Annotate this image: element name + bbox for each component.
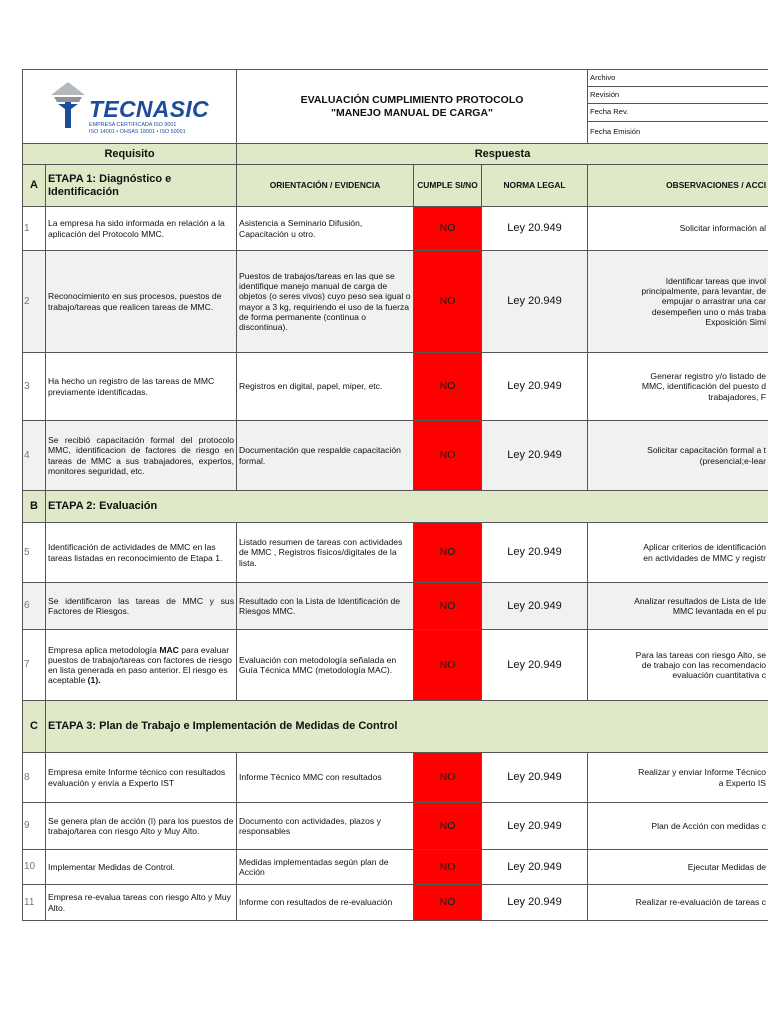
evidence-text: Documentación que respalde capacitación formal. xyxy=(237,421,414,491)
observaciones-header: OBSERVACIONES / ACCI xyxy=(588,165,768,207)
requirement-text: Empresa re-evalua tareas con riesgo Alto y Muy Alto. xyxy=(46,885,237,921)
compliance-cell[interactable]: NO xyxy=(414,753,482,803)
compliance-cell[interactable]: NO xyxy=(414,523,482,583)
row-number: 11 xyxy=(23,885,46,921)
cumple-header: CUMPLE SI/NO xyxy=(414,165,482,207)
evidence-text: Informe Técnico MMC con resultados xyxy=(237,753,414,803)
compliance-cell[interactable]: NO xyxy=(414,630,482,701)
observation-text: Para las tareas con riesgo Alto, se de trabajo con las recomendacio evaluación cuantitativa c xyxy=(588,630,768,701)
compliance-cell[interactable]: NO xyxy=(414,207,482,251)
observation-text: Generar registro y/o listado de MMC, identificación del puesto d trabajadores, F xyxy=(588,353,768,421)
evidence-text: Puestos de trabajos/tareas en las que se identifique manejo manual de carga de objetos (o seres vivos) cuyo peso sea igual o mayor a 3 kg, requiriendo el uso de la fuerza de forma permanente (continua o discontinua). xyxy=(237,251,414,353)
legal-norm: Ley 20.949 xyxy=(482,803,588,850)
row-number: 4 xyxy=(23,421,46,491)
compliance-cell[interactable]: NO xyxy=(414,353,482,421)
requirement-text: Ha hecho un registro de las tareas de MMC previamente identificadas. xyxy=(46,353,237,421)
requirement-text: Se identificaron las tareas de MMC y sus Factores de Riesgos. xyxy=(46,583,237,630)
logo-name: TECNASIC xyxy=(89,96,209,122)
stage-row-c xyxy=(23,701,768,753)
meta-revision: Revisión xyxy=(588,87,768,104)
meta-archivo: Archivo xyxy=(588,70,768,87)
observation-text: Ejecutar Medidas de xyxy=(588,850,768,885)
legal-norm: Ley 20.949 xyxy=(482,850,588,885)
observation-text: Solicitar capacitación formal a t (presencial;e-lear xyxy=(588,421,768,491)
requirement-text: La empresa ha sido informada en relación a la aplicación del Protocolo MMC. xyxy=(46,207,237,251)
row-number: 3 xyxy=(23,353,46,421)
requirement-text: Empresa emite Informe técnico con resultados evaluación y envía a Experto IST xyxy=(46,753,237,803)
tecnasic-logo xyxy=(49,80,209,134)
stage-title: ETAPA 3: Plan de Trabajo e Implementación de Medidas de Control xyxy=(46,701,768,753)
table-row xyxy=(23,353,768,421)
table-row xyxy=(23,251,768,353)
observation-text: Solicitar información al xyxy=(588,207,768,251)
table-row xyxy=(23,803,768,850)
row-number: 7 xyxy=(23,630,46,701)
stage-row-b xyxy=(23,491,768,523)
req-method: MAC xyxy=(159,644,179,655)
table-row xyxy=(23,753,768,803)
evidence-text: Listado resumen de tareas con actividades de MMC , Registros físicos/digitales de la lista. xyxy=(237,523,414,583)
stage-title: ETAPA 1: Diagnóstico e Identificación xyxy=(46,165,237,207)
stage-title: ETAPA 2: Evaluación xyxy=(46,491,768,523)
table-row xyxy=(23,421,768,491)
requirement-text: Identificación de actividades de MMC en las tareas listadas en reconocimiento de Etapa 1. xyxy=(46,523,237,583)
legal-norm: Ley 20.949 xyxy=(482,523,588,583)
row-number: 2 xyxy=(23,251,46,353)
compliance-cell[interactable]: NO xyxy=(414,583,482,630)
table-row xyxy=(23,583,768,630)
row-number: 10 xyxy=(23,850,46,885)
protocol-sheet xyxy=(22,69,768,921)
document-title xyxy=(237,70,588,144)
observation-text: Identificar tareas que invol principalmente, para levantar, de empujar o arrastrar una car desempeñen uno o más traba Exposición Simi xyxy=(588,251,768,353)
compliance-cell[interactable]: NO xyxy=(414,251,482,353)
evidence-text: Registros en digital, papel, miper, etc. xyxy=(237,353,414,421)
compliance-cell[interactable]: NO xyxy=(414,421,482,491)
evidence-text: Medidas implementadas según plan de Acción xyxy=(237,850,414,885)
observation-text: Plan de Acción con medidas c xyxy=(588,803,768,850)
requirement-text: Implementar Medidas de Control. xyxy=(46,850,237,885)
evaluation-table xyxy=(22,69,768,921)
legal-norm: Ley 20.949 xyxy=(482,630,588,701)
compliance-cell[interactable]: NO xyxy=(414,850,482,885)
observation-text: Analizar resultados de Lista de Ide MMC levantada en el pu xyxy=(588,583,768,630)
row-number: 8 xyxy=(23,753,46,803)
title-line-1: EVALUACIÓN CUMPLIMIENTO PROTOCOLO xyxy=(300,93,524,106)
stage-letter: C xyxy=(23,701,46,753)
legal-norm: Ley 20.949 xyxy=(482,885,588,921)
row-number: 6 xyxy=(23,583,46,630)
table-row xyxy=(23,207,768,251)
legal-norm: Ley 20.949 xyxy=(482,251,588,353)
logo-certification: EMPRESA CERTIFICADA ISO 9001 xyxy=(89,122,177,128)
meta-fecha-emision: Fecha Emisión xyxy=(588,122,768,144)
requisito-header: Requisito xyxy=(23,144,237,165)
row-number: 9 xyxy=(23,803,46,850)
logo-standards: ISO 14001 • OHSAS 18001 • ISO 50001 xyxy=(89,129,186,135)
evidence-text: Resultado con la Lista de Identificación de Riesgos MMC. xyxy=(237,583,414,630)
observation-text: Realizar re-evaluación de tareas c xyxy=(588,885,768,921)
evidence-text: Documento con actividades, plazos y responsables xyxy=(237,803,414,850)
observation-text: Aplicar criterios de identificación en actividades de MMC y registr xyxy=(588,523,768,583)
stage-letter: A xyxy=(23,165,46,207)
title-line-2: "MANEJO MANUAL DE CARGA" xyxy=(331,106,494,119)
requirement-text: Reconocimiento en sus procesos, puestos de trabajo/tareas que realicen tareas de MMC. xyxy=(46,251,237,353)
meta-fecha-rev: Fecha Rev. xyxy=(588,104,768,122)
table-row xyxy=(23,850,768,885)
req-text-a: Empresa aplica metodología xyxy=(48,644,160,655)
requirement-text: Se recibió capacitación formal del protocolo MMC, identificacion de factores de riesgo en tareas de MMC a sus trabajadores, expertos, monitores seguridad, etc. xyxy=(46,421,237,491)
legal-norm: Ley 20.949 xyxy=(482,421,588,491)
legal-norm: Ley 20.949 xyxy=(482,583,588,630)
table-row xyxy=(23,523,768,583)
req-footnote: (1). xyxy=(87,675,101,686)
requirement-text xyxy=(46,630,237,701)
row-number: 5 xyxy=(23,523,46,583)
logo-cell xyxy=(23,70,237,144)
stage-row-a xyxy=(23,165,768,207)
compliance-cell[interactable]: NO xyxy=(414,885,482,921)
legal-norm: Ley 20.949 xyxy=(482,353,588,421)
respuesta-header: Respuesta xyxy=(237,144,768,165)
compliance-cell[interactable]: NO xyxy=(414,803,482,850)
table-row xyxy=(23,885,768,921)
legal-norm: Ley 20.949 xyxy=(482,207,588,251)
stage-letter: B xyxy=(23,491,46,523)
requirement-text: Se genera plan de acción (I) para los puestos de trabajo/tarea con riesgo Alto y Muy Alto. xyxy=(46,803,237,850)
req-text-b: para evaluar puestos de trabajo/tareas con factores de riesgo en lista generada en paso anterior. El riesgo es aceptable xyxy=(48,644,232,686)
evidence-text: Evaluación con metodología señalada en Guía Técnica MMC (metodología MAC). xyxy=(237,630,414,701)
tecnasic-logo-icon xyxy=(49,80,87,134)
evidence-text: Informe con resultados de re-evaluación xyxy=(237,885,414,921)
orientacion-header: ORIENTACIÓN / EVIDENCIA xyxy=(237,165,414,207)
table-row xyxy=(23,630,768,701)
row-number: 1 xyxy=(23,207,46,251)
observation-text: Realizar y enviar Informe Técnico a Experto IS xyxy=(588,753,768,803)
norma-header: NORMA LEGAL xyxy=(482,165,588,207)
legal-norm: Ley 20.949 xyxy=(482,753,588,803)
evidence-text: Asistencia a Seminario Difusión, Capacitación u otro. xyxy=(237,207,414,251)
